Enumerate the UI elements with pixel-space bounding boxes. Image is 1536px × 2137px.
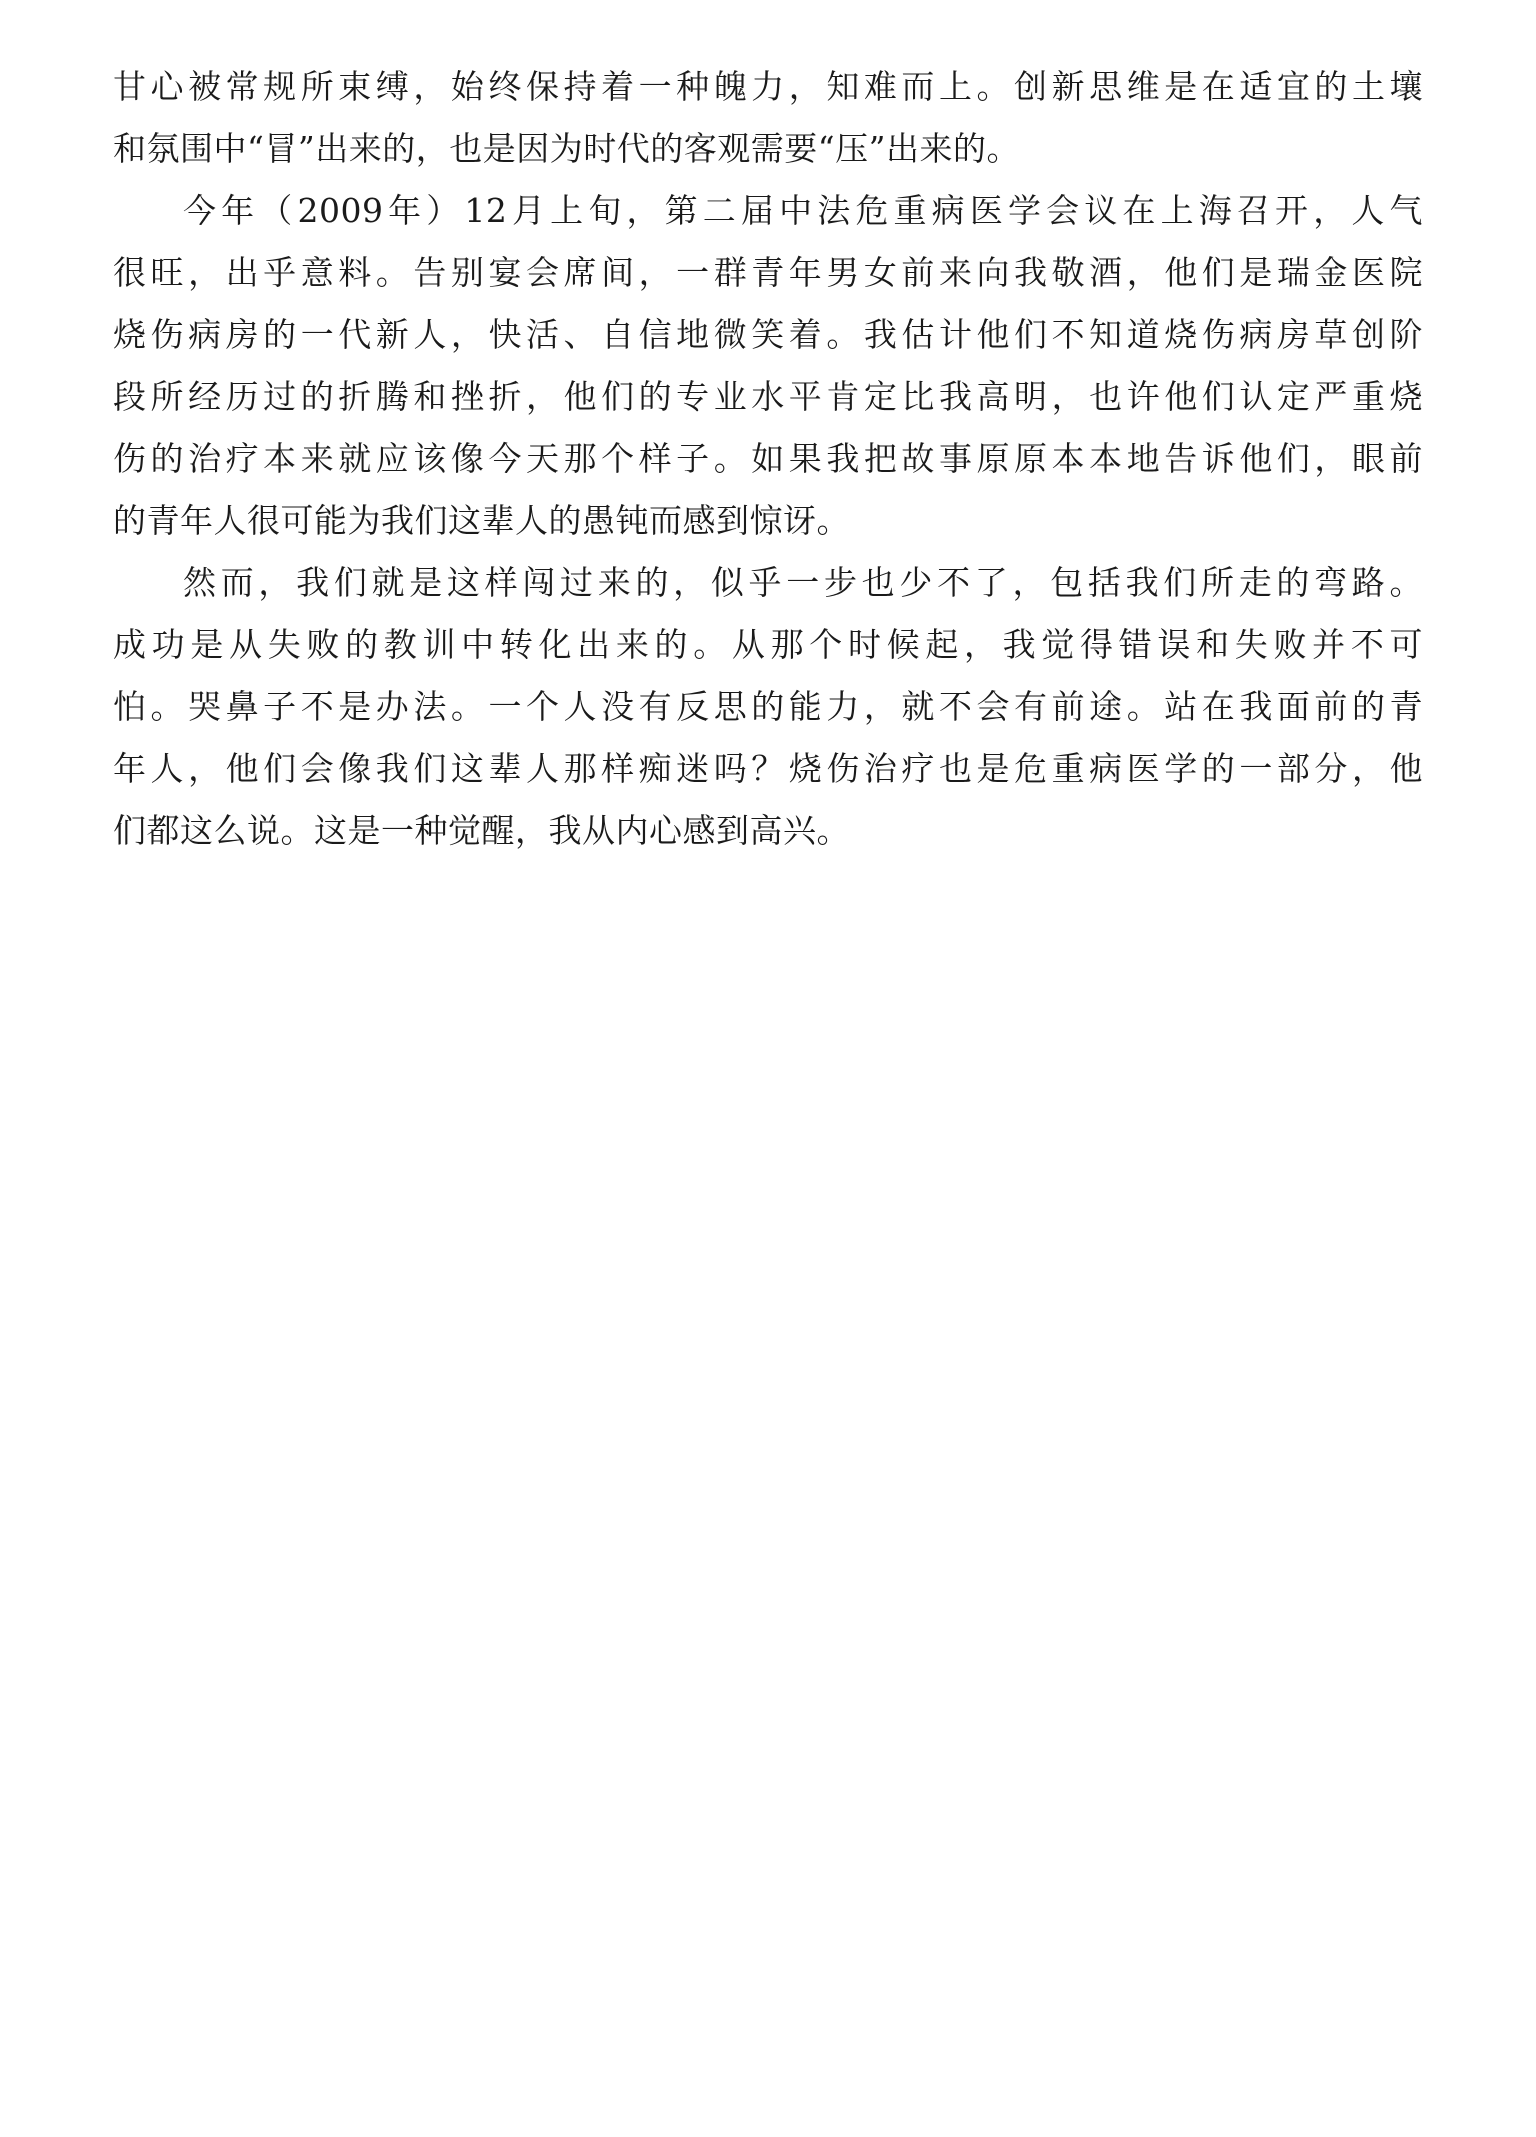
text-line: 们都这么说。这是一种觉醒，我从内心感到高兴。: [113, 811, 850, 850]
text-line: 烧伤病房的一代新人，快活、自信地微笑着。我估计他们不知道烧伤病房草创阶: [113, 315, 1423, 354]
text-line: 段所经历过的折腾和挫折，他们的专业水平肯定比我高明，也许他们认定严重烧: [113, 377, 1423, 416]
body-text: [113, 56, 1423, 862]
text-line: 甘心被常规所束缚，始终保持着一种魄力，知难而上。创新思维是在适宜的土壤: [113, 67, 1423, 106]
text-line: 很旺，出乎意料。告别宴会席间，一群青年男女前来向我敬酒，他们是瑞金医院: [113, 253, 1423, 292]
text-line: 的青年人很可能为我们这辈人的愚钝而感到惊讶。: [113, 501, 850, 540]
paragraph-2: [113, 180, 1423, 552]
text-line: 年人，他们会像我们这辈人那样痴迷吗？烧伤治疗也是危重病医学的一部分，他: [113, 749, 1423, 788]
text-line: 伤的治疗本来就应该像今天那个样子。如果我把故事原原本本地告诉他们，眼前: [113, 439, 1423, 478]
text-line: 成功是从失败的教训中转化出来的。从那个时候起，我觉得错误和失败并不可: [113, 625, 1423, 664]
text-line: 和氛围中“冒”出来的，也是因为时代的客观需要“压”出来的。: [113, 129, 1020, 168]
text-line: 然而，我们就是这样闯过来的，似乎一步也少不了，包括我们所走的弯路。: [183, 563, 1423, 602]
text-line: 今年（2009年）12月上旬，第二届中法危重病医学会议在上海召开，人气: [183, 191, 1423, 230]
paragraph-3: [113, 552, 1423, 862]
paragraph-1: [113, 56, 1423, 180]
text-line: 怕。哭鼻子不是办法。一个人没有反思的能力，就不会有前途。站在我面前的青: [113, 687, 1423, 726]
